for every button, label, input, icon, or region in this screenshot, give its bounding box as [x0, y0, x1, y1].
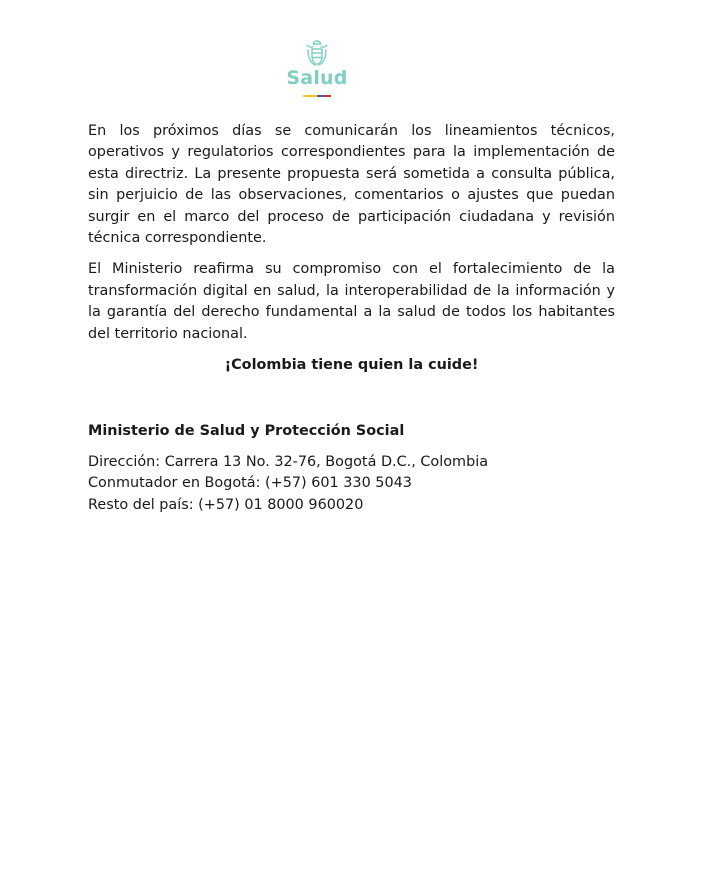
address-line: Dirección: Carrera 13 No. 32-76, Bogotá D.C., Colombia: [88, 453, 489, 470]
organization-name: Ministerio de Salud y Protección Social: [88, 423, 405, 440]
document-body: [88, 121, 615, 516]
paragraph: El Ministerio reafirma su compromiso con el fortalecimiento de la transformación digital en salud, la interoperabilidad de la información y la garantía del derecho fundamental a la salud de todos los habitantes del territorio nacional.: [88, 261, 615, 342]
national-line: Resto del país: (+57) 01 8000 960020: [88, 496, 364, 513]
logo-wordmark: Salud: [286, 67, 348, 89]
paragraph: En los próximos días se comunicarán los lineamientos técnicos, operativos y regulatorios correspondientes para la implementación de esta directriz. La presente propuesta será sometida a consulta pública, sin perjuicio de las observaciones, comentarios o ajustes que puedan surgir en el marco del proceso de participación ciudadana y revisión técnica correspondiente.: [88, 123, 615, 247]
salud-logo: [286, 38, 348, 100]
flag-stripe: [303, 95, 331, 97]
switchboard-line: Conmutador en Bogotá: (+57) 601 330 5043: [88, 475, 412, 492]
coat-of-arms-icon: [304, 38, 330, 68]
slogan: ¡Colombia tiene quien la cuide!: [224, 357, 479, 374]
contact-block: [88, 452, 615, 516]
